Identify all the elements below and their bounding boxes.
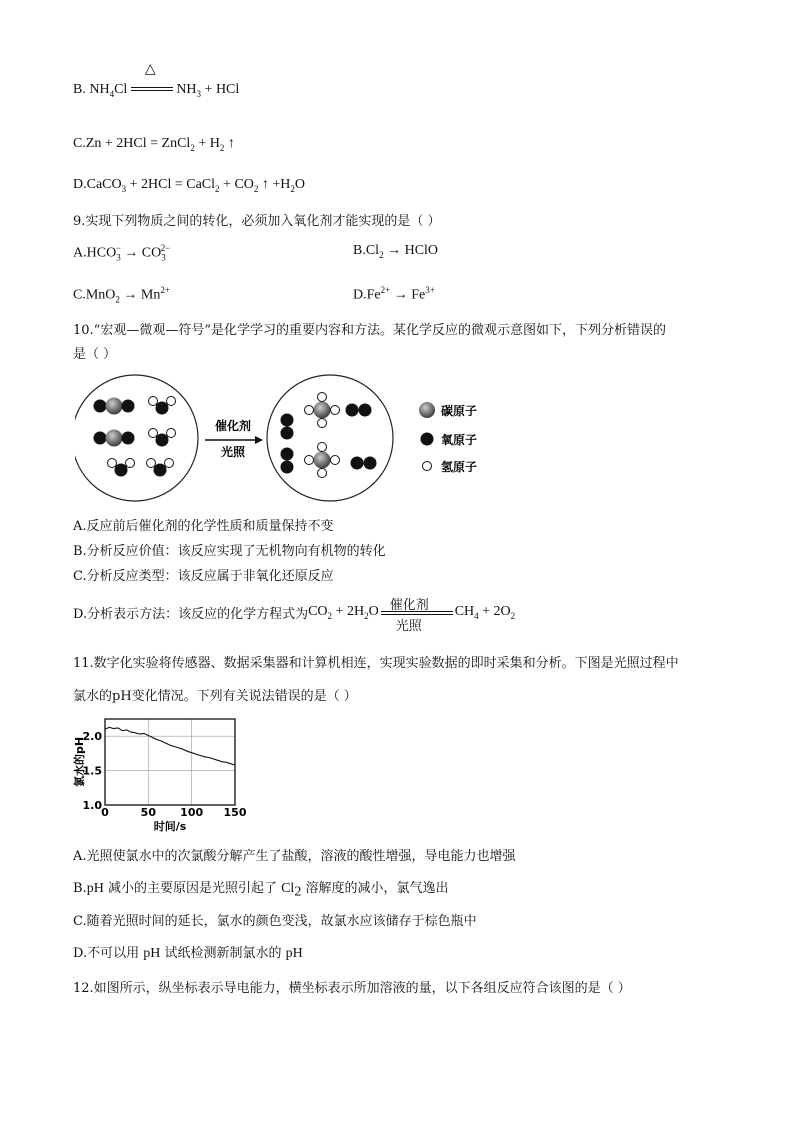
formula-part: CaCO — [86, 177, 122, 192]
formula-part: pH — [143, 946, 161, 961]
co2-molecule — [94, 430, 135, 447]
ph-series-line — [105, 727, 235, 765]
q8-option-d — [73, 177, 305, 194]
option-text: 溶解度的减小，氯气逸出 — [301, 881, 449, 896]
formula-part: Fe — [366, 287, 381, 303]
formula-part: pH — [285, 946, 303, 961]
ch4-molecule — [305, 443, 340, 478]
q10-stem-line1: 10.“宏观—微观—符号”是化学学习的重要内容和方法。某化学反应的微观示意图如下，下列分析错误的 — [73, 323, 666, 338]
o2-molecule — [346, 404, 372, 417]
q11-option-b — [73, 877, 448, 901]
subscript: 2 — [190, 142, 195, 153]
y-tick-label: 2.0 — [82, 730, 102, 744]
subscript: 2 — [253, 183, 259, 194]
q12-stem: 12.如图所示，纵坐标表示导电能力，横坐标表示所加溶液的量，以下各组反应符合该图的是（ ） — [73, 981, 631, 996]
formula-part: CO — [308, 603, 328, 619]
q10-option-c: C.分析反应类型：该反应属于非氧化还原反应 — [73, 569, 334, 584]
ch4-molecule — [305, 393, 340, 428]
q11-option-c: C.随着光照时间的延长，氯水的颜色变浅，故氯水应该储存于棕色瓶中 — [73, 914, 477, 929]
formula-part: → Mn — [119, 287, 161, 303]
option-label: B. — [353, 243, 366, 258]
subscript: 2 — [290, 183, 295, 194]
formula-part: Cl — [365, 243, 380, 258]
formula-part: O — [368, 603, 379, 619]
option-text: 减小的主要原因是光照引起了 — [103, 881, 282, 896]
subscript: 4 — [109, 88, 115, 99]
light-label: 光照 — [395, 619, 422, 634]
x-tick-label: 100 — [180, 806, 204, 819]
co2-molecule — [94, 398, 135, 415]
formula-part: O — [294, 177, 306, 192]
h2o-molecule — [149, 397, 176, 415]
formula-part: → HClO — [383, 243, 439, 258]
formula-part: + 2H — [332, 603, 365, 619]
subscript: 2 — [219, 142, 225, 153]
legend-carbon-label: 碳原子 — [441, 404, 478, 418]
subscript: 4 — [474, 610, 479, 621]
ph-chart — [73, 715, 248, 835]
q8-option-c — [73, 136, 235, 153]
heat-arrow — [131, 61, 173, 97]
q8-option-b — [73, 61, 240, 99]
formula-part: ↑ +H — [258, 177, 291, 192]
q9-option-a — [73, 243, 170, 262]
q10-option-d — [73, 594, 516, 634]
y-axis-label: 氯水的pH — [73, 736, 86, 788]
h2o-molecule — [149, 429, 176, 447]
formula-part: → CO — [120, 245, 162, 261]
y-tick-label: 1.0 — [82, 799, 102, 812]
catalyst-label: 催化剂 — [389, 598, 429, 613]
q9-stem: 9.实现下列物质之间的转化，必须加入氧化剂才能实现的是（ ） — [73, 214, 441, 229]
reactant-circle — [75, 375, 198, 501]
superscript: 2+ — [380, 285, 391, 295]
option-text: D.不可以用 — [73, 946, 144, 961]
formula-part: pH — [86, 881, 104, 896]
formula-part: + H — [194, 136, 220, 151]
q9-option-c — [73, 285, 170, 304]
o2-molecule — [351, 457, 377, 470]
subscript: 2 — [510, 610, 516, 621]
q11-stem-line1: 11.数字化实验将传感器、数据采集器和计算机相连，实现实验数据的即时采集和分析。下图是光照过程中 — [73, 656, 679, 671]
q11-option-d — [73, 942, 303, 962]
x-tick-label: 50 — [140, 806, 156, 819]
o2-molecule — [281, 448, 294, 474]
reaction-diagram — [75, 368, 515, 503]
subscript: 3 — [161, 252, 166, 263]
option-label: B. — [73, 881, 87, 896]
q9-option-d — [353, 285, 435, 304]
superscript: 2− — [160, 243, 171, 253]
option-label: A. — [73, 245, 87, 261]
q10-option-a: A.反应前后催化剂的化学性质和质量保持不变 — [73, 519, 334, 534]
option-label: D. — [353, 287, 367, 303]
formula-part: + 2O — [478, 603, 511, 619]
formula-part: NH — [176, 82, 197, 97]
subscript: 2 — [327, 610, 333, 621]
formula-part: + 2HCl = CaCl — [126, 177, 216, 192]
q10-option-b: B.分析反应价值：该反应实现了无机物向有机物的转化 — [73, 544, 386, 559]
light-label: 光照 — [220, 445, 246, 459]
option-text: D.分析表示方法：该反应的化学方程式为 — [73, 606, 309, 622]
formula-part: HCO — [86, 245, 117, 261]
formula-part: MnO — [85, 287, 116, 303]
q10-stem-line2: 是（ ） — [73, 347, 117, 362]
legend-oxygen-label: 氧原子 — [441, 433, 478, 447]
formula-part: Zn + 2HCl = ZnCl — [85, 136, 191, 151]
x-tick-label: 0 — [101, 806, 109, 819]
catalyst-label: 催化剂 — [214, 419, 252, 433]
plot-frame — [105, 719, 235, 805]
h2o-molecule — [108, 459, 135, 477]
legend-oxygen-icon — [421, 433, 434, 446]
gas-arrow: ↑ — [224, 136, 235, 151]
formula-part: + CO — [219, 177, 254, 192]
option-text: 试纸检测新制氯水的 — [160, 946, 286, 961]
q11-stem-line2: 氯水的pH变化情况。下列有关说法错误的是（ ） — [73, 689, 357, 704]
option-label: B. — [73, 82, 86, 97]
x-tick-label: 150 — [223, 806, 247, 819]
condition-arrow — [381, 594, 453, 634]
subscript: 2 — [215, 183, 220, 194]
q9-option-b — [353, 243, 438, 260]
heat-symbol: △ — [144, 61, 156, 77]
formula-part: CH — [454, 603, 475, 619]
h2o-molecule — [147, 459, 174, 477]
superscript: 3+ — [425, 285, 435, 295]
y-tick-label: 1.5 — [82, 764, 102, 778]
option-label: D. — [73, 177, 87, 192]
formula-part: NH — [89, 82, 110, 97]
o2-molecule — [281, 414, 294, 440]
arrow-head — [255, 436, 263, 444]
option-label: C. — [73, 136, 86, 151]
legend-carbon-icon — [419, 402, 435, 418]
formula-part: Cl — [114, 82, 128, 97]
subscript: 3 — [196, 88, 202, 99]
subscript: 3 — [116, 252, 121, 263]
legend-hydrogen-label: 氢原子 — [441, 460, 478, 474]
legend-hydrogen-icon — [423, 462, 432, 471]
option-label: C. — [73, 287, 86, 303]
subscript: 2 — [294, 884, 302, 900]
q11-option-a: A.光照使氯水中的次氯酸分解产生了盐酸，溶液的酸性增强，导电能力也增强 — [73, 849, 516, 864]
formula-part: + HCl — [201, 82, 240, 97]
formula-part: Cl — [281, 881, 295, 896]
subscript: 2 — [379, 249, 384, 260]
subscript: 2 — [115, 294, 120, 305]
superscript: 2+ — [160, 285, 170, 295]
subscript: 3 — [121, 183, 127, 194]
superscript: − — [115, 243, 121, 253]
x-axis-label: 时间/s — [153, 820, 187, 833]
subscript: 2 — [364, 610, 369, 621]
formula-part: → Fe — [390, 287, 426, 303]
